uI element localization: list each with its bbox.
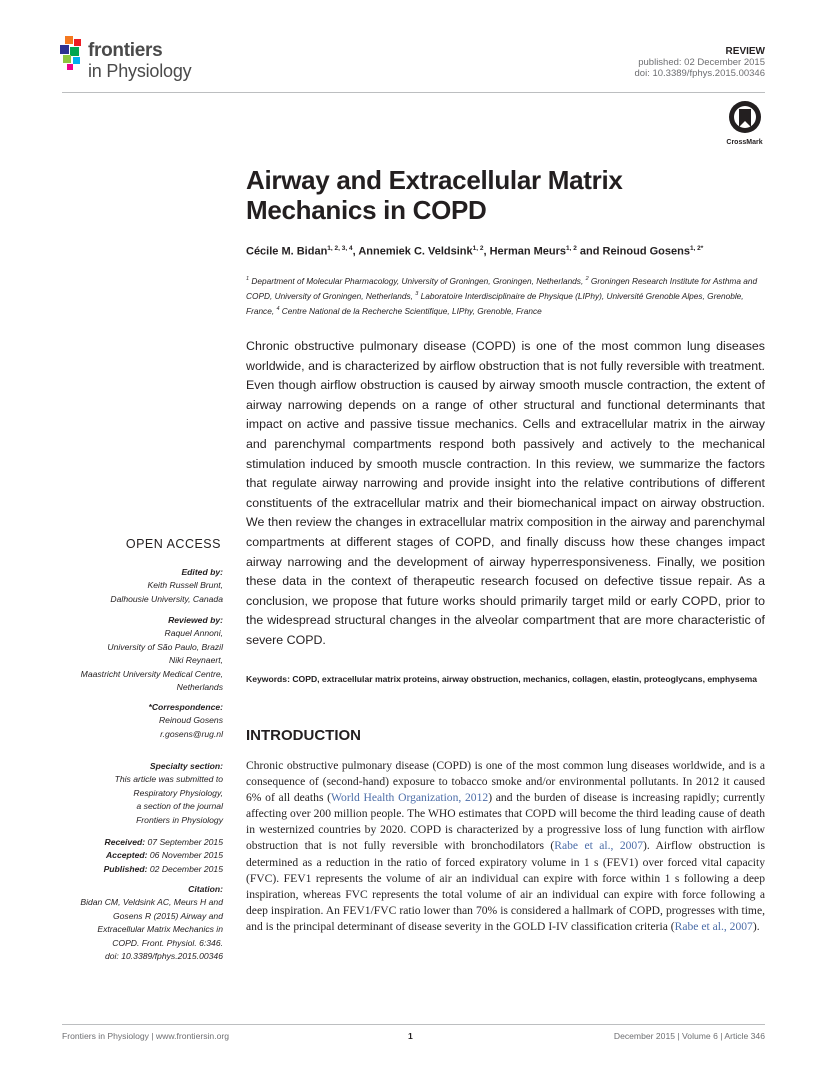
received-label: Received: — [104, 837, 146, 847]
title-line-2: Mechanics in COPD — [246, 195, 487, 225]
specialty-label: Specialty section: — [149, 761, 223, 771]
crossmark-label: CrossMark — [726, 139, 763, 146]
keywords — [246, 673, 765, 686]
introduction-text — [246, 758, 765, 935]
article-title — [246, 165, 716, 225]
open-access-label: OPEN ACCESS — [125, 537, 221, 551]
footer-issue-info: December 2015 | Volume 6 | Article 346 — [613, 1031, 765, 1041]
sidebar-specialty — [23, 760, 223, 827]
logo-text-journal: in Physiology — [88, 61, 192, 81]
specialty-text: Respiratory Physiology, — [133, 787, 223, 798]
author-name[interactable]: Cécile M. Bidan — [246, 245, 328, 258]
article-type: REVIEW — [725, 46, 765, 57]
author-name[interactable]: Reinoud Gosens — [602, 245, 690, 258]
keywords-list: COPD, extracellular matrix proteins, airway obstruction, mechanics, collagen, elastin, proteoglycans, emphysema — [289, 674, 758, 684]
reviewer-affiliation: Maastricht University Medical Centre, — [80, 668, 223, 679]
editor-name[interactable]: Keith Russell Brunt, — [147, 580, 223, 591]
reviewer-name[interactable]: Niki Reynaert, — [169, 655, 223, 666]
author-affil-sup: 1, 2 — [472, 245, 484, 252]
affil-sup: 2 — [585, 276, 589, 282]
logo-text-frontiers: frontiers — [88, 40, 163, 61]
author-separator: and — [576, 245, 603, 258]
edited-by-label: Edited by: — [181, 567, 223, 577]
author-name[interactable]: Annemiek C. Veldsink — [358, 245, 473, 258]
sidebar-edited-by — [23, 566, 223, 606]
reviewer-name[interactable]: Raquel Annoni, — [164, 628, 223, 639]
citation-link[interactable]: Rabe et al., 2007 — [674, 919, 753, 933]
correspondence-email[interactable]: r.gosens@rug.nl — [160, 728, 223, 739]
header-divider — [62, 92, 765, 93]
affiliation-text: Groningen Research Institute for Asthma and COPD, University of Groningen, Netherlands, — [246, 275, 758, 301]
received-date: 07 September 2015 — [145, 837, 223, 847]
affil-sup: 1 — [246, 276, 250, 282]
doi-link[interactable]: doi: 10.3389/fphys.2015.00346 — [634, 68, 765, 79]
body-text: Chronic obstructive pulmonary disease (COPD) is one of the most common lung diseases worldwide, and is a consequence of (second-hand) exposure to tobacco smoke and/or environmental pollutants. In 2012 it caused 6% of all deaths ( — [246, 759, 765, 805]
published-date: published: 02 December 2015 — [638, 57, 765, 68]
journal-logo[interactable] — [60, 36, 220, 86]
author-list — [246, 245, 776, 258]
reviewer-affiliation: University of São Paulo, Brazil — [107, 641, 223, 652]
reviewed-by-label: Reviewed by: — [168, 615, 223, 625]
affiliation-text: Department of Molecular Pharmacology, University of Groningen, Groningen, Netherlands, — [249, 275, 586, 286]
published-date-sidebar: 02 December 2015 — [147, 863, 223, 874]
sidebar-citation — [23, 883, 223, 963]
author-affil-sup: 1, 2, 3, 4 — [327, 245, 353, 252]
affiliation-text: Centre National de la Recherche Scientifique, LIPhy, Grenoble, France — [279, 305, 542, 316]
author-affil-sup: 1, 2 — [566, 245, 577, 252]
affiliation-text: Laboratoire Interdisciplinaire de Physique (LIPhy), Université Grenoble Alpes, Grenoble, France, — [246, 290, 744, 316]
citation-text: Bidan CM, Veldsink AC, Meurs H and — [80, 897, 223, 908]
citation-text: Gosens R (2015) Airway and — [112, 910, 223, 921]
sidebar-reviewed-by — [23, 614, 223, 694]
specialty-text: Frontiers in Physiology — [136, 814, 223, 825]
citation-doi[interactable]: doi: 10.3389/fphys.2015.00346 — [104, 951, 223, 962]
sidebar-correspondence — [23, 701, 223, 741]
specialty-text: This article was submitted to — [114, 774, 223, 785]
keywords-label: Keywords: — [246, 674, 290, 684]
citation-label: Citation: — [188, 884, 223, 894]
article-header-info — [635, 46, 765, 79]
correspondence-label: *Correspondence: — [148, 702, 223, 712]
body-text: ). Airflow obstruction is determined as a reduction in the ratio of forced expiratory volume in 1 s (FEV1) over forced vital capacity (FVC). FEV1 represents the volume of air an individual can expire with force within 1 s following a deep inspiration, whereas FVC represents the total volume of air an individual can expire with force following a deep inspiration. An FEV1/FVC ratio lower than 70% is considered a hallmark of COPD, progresses with time, and is the principal determinant of disease severity in the GOLD I-IV classification criteria ( — [246, 839, 765, 933]
author-separator: , — [483, 245, 490, 258]
published-label: Published: — [103, 863, 148, 874]
accepted-label: Accepted: — [105, 850, 148, 861]
citation-text: COPD. Front. Physiol. 6:346. — [112, 937, 223, 948]
author-name[interactable]: Herman Meurs — [489, 245, 567, 258]
crossmark-badge[interactable] — [722, 100, 767, 146]
frontiers-logo-icon — [60, 36, 86, 70]
correspondence-name: Reinoud Gosens — [158, 715, 223, 726]
footer-journal-link[interactable]: Frontiers in Physiology | www.frontiersin.org — [62, 1031, 230, 1041]
affil-sup: 3 — [415, 290, 419, 297]
author-separator: , — [352, 245, 359, 258]
body-text: ) and the burden of disease is increasing rapidly; currently affecting over 200 million people. The WHO estimates that COPD will become the third leading cause of death in westernized countries by 2020. COPD is characterized by a progressive loss of lung function with airflow obstruction that is not fully reversible with bronchodilators ( — [246, 791, 765, 853]
section-heading-introduction: INTRODUCTION — [246, 727, 361, 744]
citation-link[interactable]: Rabe et al., 2007 — [554, 839, 644, 853]
citation-link[interactable]: World Health Organization, 2012 — [331, 791, 489, 805]
author-affil-sup: 1, 2* — [689, 245, 704, 252]
crossmark-icon — [728, 100, 762, 134]
affiliations — [246, 273, 766, 317]
footer-divider — [62, 1024, 765, 1025]
editor-affiliation: Dalhousie University, Canada — [110, 593, 223, 604]
reviewer-affiliation: Netherlands — [176, 682, 223, 693]
body-text: ). — [752, 919, 760, 933]
page-number: 1 — [408, 1031, 413, 1041]
affil-sup: 4 — [276, 305, 280, 312]
sidebar-dates — [23, 836, 223, 876]
citation-text: Extracellular Matrix Mechanics in — [97, 924, 223, 935]
accepted-date: 06 November 2015 — [147, 850, 223, 861]
title-line-1: Airway and Extracellular Matrix — [246, 165, 623, 195]
specialty-text: a section of the journal — [136, 801, 223, 812]
abstract: Chronic obstructive pulmonary disease (COPD) is one of the most common lung diseases worldwide, and is characterized by airflow obstruction that is not fully reversible with treatment. Even though airflow obstruction is caused by airway smooth muscle contraction, the extent of airway narrowing depends on a range of other structural and functional determinants that impact on active and passive tissue mechanics. Cells and extracellular matrix in the airway and parenchymal compartments respond both passively and actively to the mechanical stimulation induced by smooth muscle contraction. In this review, we summarize the factors that regulate airway narrowing and provide insight into the relative contributions of different constituents of the extracellular matrix and their biomechanical impact on airway obstruction. We then review the changes in extracellular matrix composition in the airway and parenchymal compartments at different stages of COPD, and finally discuss how these changes impact airway narrowing and the development of airway hyperresponsiveness. Finally, we position these data in the context of therapeutic research focused on defective tissue repair. As a conclusion, we propose that future works should primarily target mild or early COPD, prior to the widespread structural changes in the alveolar compartment that are more characteristic of severe COPD. — [246, 339, 765, 647]
